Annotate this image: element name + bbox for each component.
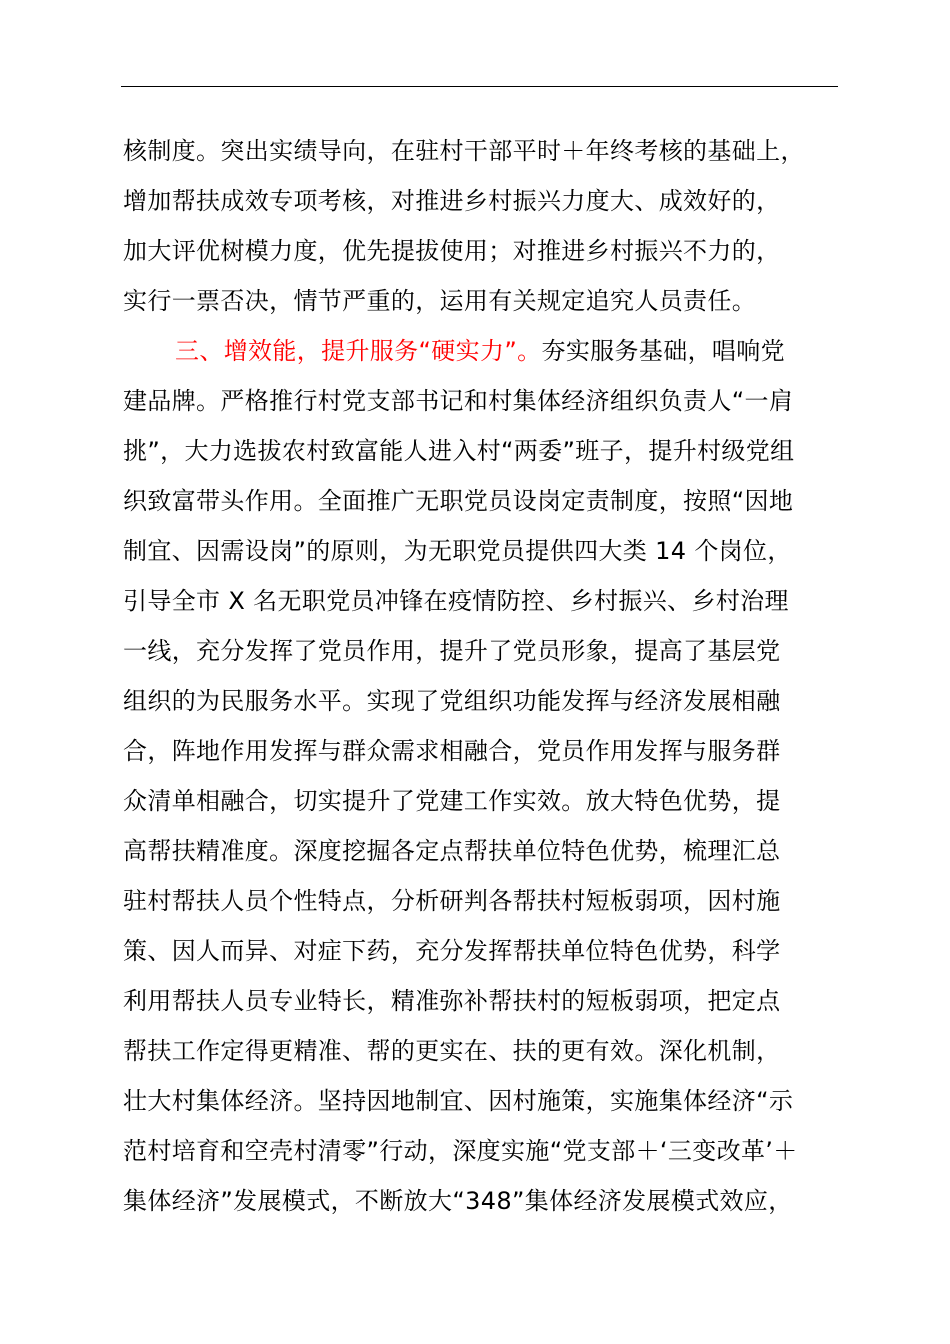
section-heading: 三、增效能，提升服务“硬实力”。 [175, 337, 542, 365]
text-line: 增加帮扶成效专项考核，对推进乡村振兴力度大、成效好的， [123, 187, 781, 215]
text-line-continuation: 夯实服务基础，唱响党 [541, 337, 785, 365]
text-line: 建品牌。严格推行村党支部书记和村集体经济组织负责人“一肩 [123, 387, 794, 415]
text-line: 范村培育和空壳村清零”行动，深度实施“党支部＋‘三变改革’＋ [123, 1137, 798, 1165]
text-line: 一线，充分发挥了党员作用，提升了党员形象，提高了基层党 [123, 637, 781, 665]
text-line: 实行一票否决，情节严重的，运用有关规定追究人员责任。 [123, 287, 757, 315]
text-line: 组织的为民服务水平。实现了党组织功能发挥与经济发展相融 [123, 687, 781, 715]
text-line: 策、因人而异、对症下药，充分发挥帮扶单位特色优势，科学 [123, 937, 781, 965]
text-line: 利用帮扶人员专业特长，精准弥补帮扶村的短板弱项，把定点 [123, 987, 781, 1015]
text-line: 合，阵地作用发挥与群众需求相融合，党员作用发挥与服务群 [123, 737, 781, 765]
text-line: 引导全市 X 名无职党员冲锋在疫情防控、乡村振兴、乡村治理 [123, 587, 789, 615]
header-rule [121, 86, 838, 87]
text-line: 制宜、因需设岗”的原则，为无职党员提供四大类 14 个岗位， [123, 537, 792, 565]
body-text [123, 126, 883, 1226]
text-line: 挑”，大力选拔农村致富能人进入村“两委”班子，提升村级党组 [123, 437, 795, 465]
text-line: 集体经济”发展模式，不断放大“348”集体经济发展模式效应， [123, 1187, 793, 1215]
text-line: 众清单相融合，切实提升了党建工作实效。放大特色优势，提 [123, 787, 781, 815]
text-line: 帮扶工作定得更精准、帮的更实在、扶的更有效。深化机制， [123, 1037, 781, 1065]
text-line: 壮大村集体经济。坚持因地制宜、因村施策，实施集体经济“示 [123, 1087, 794, 1115]
text-line: 高帮扶精准度。深度挖掘各定点帮扶单位特色优势，梳理汇总 [123, 837, 781, 865]
section-heading-line [123, 326, 883, 376]
text-line: 织致富带头作用。全面推广无职党员设岗定责制度，按照“因地 [123, 487, 794, 515]
text-line: 核制度。突出实绩导向，在驻村干部平时＋年终考核的基础上， [123, 137, 805, 165]
text-line: 驻村帮扶人员个性特点，分析研判各帮扶村短板弱项，因村施 [123, 887, 781, 915]
text-line: 加大评优树模力度，优先提拔使用；对推进乡村振兴不力的， [123, 237, 781, 265]
